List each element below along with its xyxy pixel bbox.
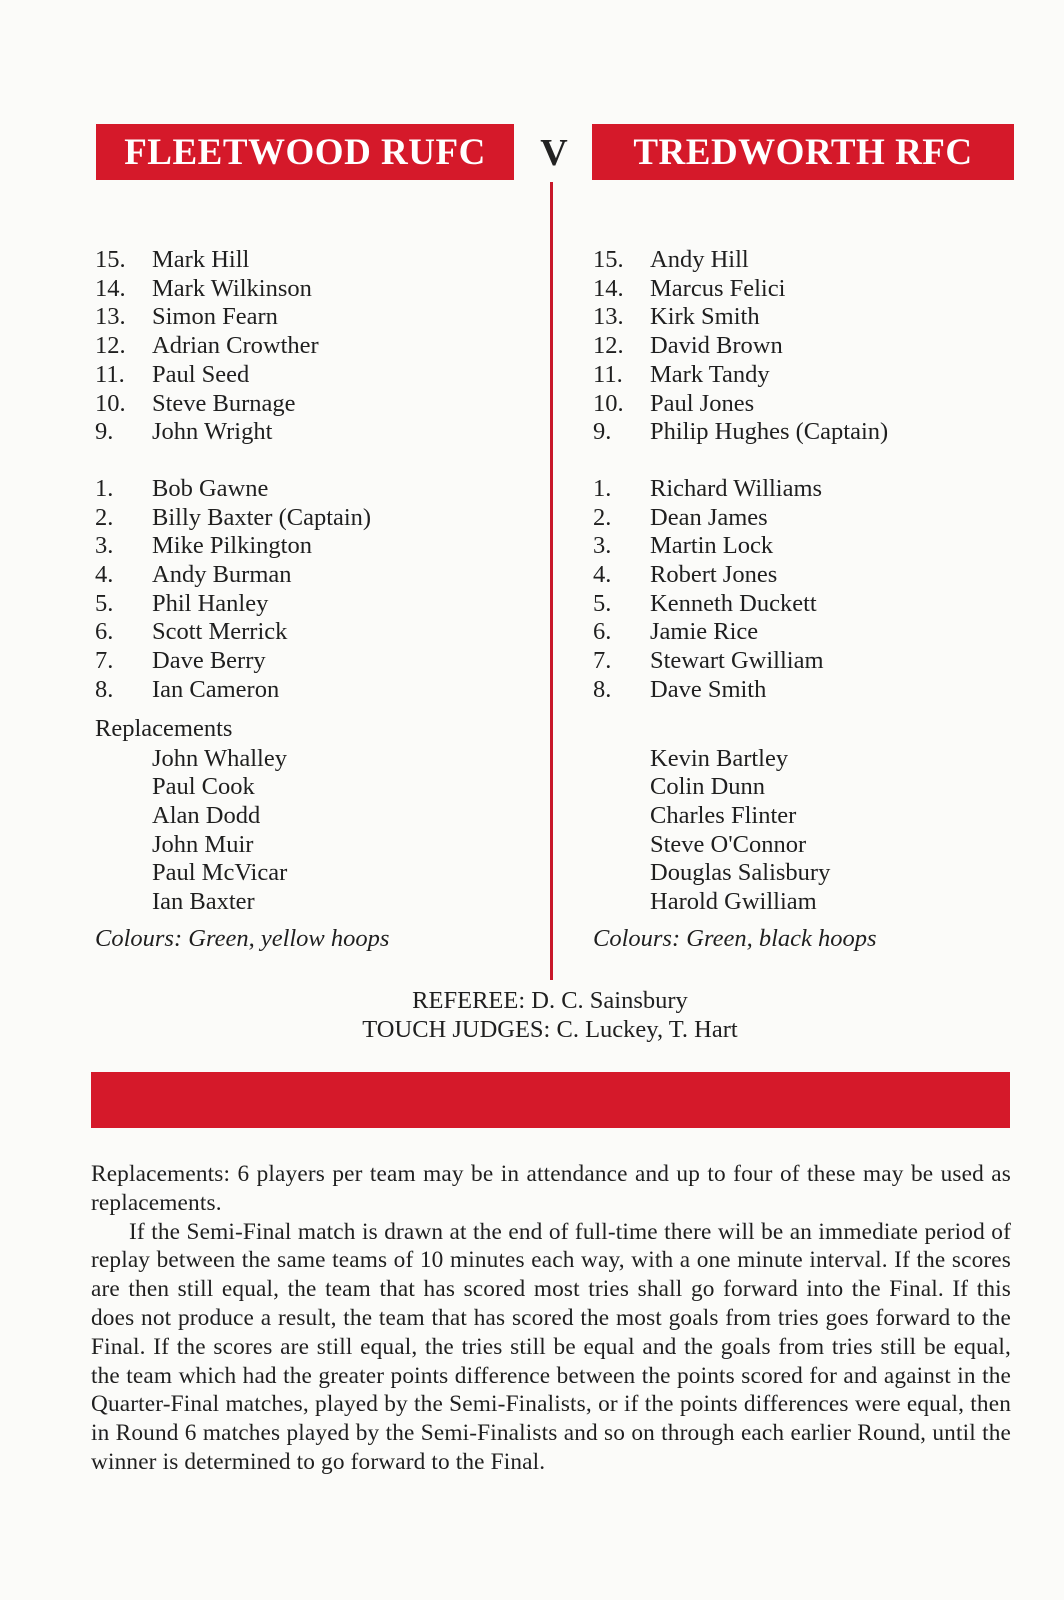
replacements-heading: Replacements: [95, 714, 233, 742]
replacement-player: Colin Dunn: [650, 773, 766, 801]
player-number: 8.: [95, 675, 114, 703]
player-row: [593, 390, 1033, 419]
player-row: [593, 561, 1033, 590]
player-row: [593, 590, 1033, 619]
player-row: [593, 361, 1033, 390]
player-name: Marcus Felici: [650, 274, 786, 302]
player-name: Martin Lock: [650, 532, 774, 560]
player-name: Andy Hill: [650, 246, 749, 273]
team-colours: Colours: Green, yellow hoops: [95, 924, 390, 952]
away-team-lineup: [593, 246, 1033, 953]
player-row: [593, 647, 1033, 676]
player-row: [593, 332, 1033, 361]
player-name: John Wright: [152, 418, 273, 446]
player-number: 12.: [95, 332, 126, 360]
player-number: 3.: [95, 532, 114, 560]
player-name: Ian Cameron: [152, 675, 280, 703]
player-name: Billy Baxter (Captain): [152, 503, 372, 531]
player-row: [95, 618, 525, 647]
player-number: 11.: [593, 360, 623, 388]
player-row: [95, 246, 525, 275]
player-number: 4.: [95, 561, 114, 589]
player-row: [593, 246, 1033, 275]
player-name: Mike Pilkington: [152, 532, 312, 560]
player-number: 11.: [95, 360, 125, 388]
player-number: 1.: [593, 474, 612, 502]
player-name: Dean James: [650, 503, 768, 531]
player-number: 10.: [95, 389, 126, 417]
player-row: [95, 504, 525, 533]
referee: REFEREE: D. C. Sainsbury: [412, 987, 688, 1014]
replacement-player: John Whalley: [152, 744, 287, 772]
replacement-player: Charles Flinter: [650, 801, 797, 829]
player-name: Phil Hanley: [152, 589, 269, 617]
replacement-player: John Muir: [152, 830, 254, 858]
player-name: Richard Williams: [650, 474, 823, 502]
player-name: Steve Burnage: [152, 389, 296, 417]
red-divider-bar: [91, 1072, 1010, 1128]
player-row: [593, 532, 1033, 561]
away-team-banner: [592, 124, 1014, 180]
away-team-name: TREDWORTH RFC: [633, 131, 973, 173]
versus-label: V: [540, 132, 568, 174]
replacement-player: Ian Baxter: [152, 888, 255, 916]
player-number: 9.: [95, 418, 114, 446]
player-row: [95, 475, 525, 504]
player-row: [593, 618, 1033, 647]
player-number: 2.: [593, 503, 612, 531]
player-row: [593, 676, 1033, 705]
player-row: [95, 590, 525, 619]
rules-notes: [91, 1160, 1011, 1477]
team-colours: Colours: Green, black hoops: [593, 924, 877, 952]
player-row: [593, 418, 1033, 447]
player-name: Paul Jones: [650, 389, 755, 417]
player-number: 13.: [95, 303, 126, 331]
player-name: Scott Merrick: [152, 618, 288, 646]
player-name: Kirk Smith: [650, 303, 760, 331]
player-number: 15.: [95, 246, 126, 273]
player-name: Simon Fearn: [152, 303, 278, 331]
player-number: 12.: [593, 332, 624, 360]
player-name: Bob Gawne: [152, 474, 269, 502]
player-number: 14.: [593, 274, 624, 302]
player-name: Kenneth Duckett: [650, 589, 817, 617]
player-number: 1.: [95, 474, 114, 502]
player-row: [95, 332, 525, 361]
player-row: [95, 418, 525, 447]
player-number: 5.: [593, 589, 612, 617]
replacement-player: Kevin Bartley: [650, 744, 789, 772]
player-row: [95, 532, 525, 561]
player-name: Paul Seed: [152, 360, 250, 388]
player-number: 3.: [593, 532, 612, 560]
spacer: [95, 447, 525, 475]
player-name: Stewart Gwilliam: [650, 647, 824, 675]
home-team-banner: [96, 124, 514, 180]
replacement-player: Paul Cook: [152, 773, 255, 801]
player-name: Dave Berry: [152, 647, 266, 675]
center-divider: [550, 182, 553, 980]
replacement-player: Harold Gwilliam: [650, 888, 817, 916]
player-name: Jamie Rice: [650, 618, 759, 646]
touch-judges: TOUCH JUDGES: C. Luckey, T. Hart: [362, 1016, 738, 1043]
replacements-heading: [593, 715, 1033, 745]
player-row: [593, 275, 1033, 304]
semi-final-rule: If the Semi-Final match is drawn at the end of full-time there will be an immediate period of replay between the same teams of 10 minutes each way, with a one minute interval. If the scores are then still equal, the team that has scored most tries shall go forward into the Final. If this does not produce a result, the team that has scored the most goals from tries goes forward to the Final. If the scores are still equal, the tries still be equal and the goals from tries still be equal, the team which had the greater points difference between the points scored for and against in the Quarter-Final matches, played by the Semi-Finalists, or if the points differences were equal, then in Round 6 matches played by the Semi-Finalists and so on through each earlier Round, until the winner is determined to go forward to the Final.: [91, 1218, 1011, 1475]
player-name: Mark Tandy: [650, 360, 770, 388]
player-row: [95, 561, 525, 590]
player-row: [593, 504, 1033, 533]
player-number: 6.: [593, 618, 612, 646]
player-number: 9.: [593, 418, 612, 446]
player-row: [95, 647, 525, 676]
player-number: 10.: [593, 389, 624, 417]
home-team-lineup: [95, 246, 525, 953]
player-name: Andy Burman: [152, 561, 292, 589]
player-number: 14.: [95, 274, 126, 302]
player-number: 13.: [593, 303, 624, 331]
replacements-rule: Replacements: 6 players per team may be in attendance and up to four of these may be used as replacements.: [91, 1161, 1011, 1216]
home-team-name: FLEETWOOD RUFC: [124, 131, 486, 173]
match-officials: [0, 986, 1064, 1044]
player-name: Dave Smith: [650, 675, 767, 703]
spacer: [593, 447, 1033, 475]
player-name: David Brown: [650, 332, 783, 360]
player-name: Robert Jones: [650, 561, 778, 589]
player-row: [95, 676, 525, 705]
replacement-player: Douglas Salisbury: [650, 859, 831, 887]
player-number: 7.: [593, 647, 612, 675]
player-row: [593, 475, 1033, 504]
player-number: 4.: [593, 561, 612, 589]
replacement-player: Steve O'Connor: [650, 830, 807, 858]
replacement-player: Paul McVicar: [152, 859, 288, 887]
player-row: [593, 303, 1033, 332]
replacement-player: Alan Dodd: [152, 801, 261, 829]
player-number: 7.: [95, 647, 114, 675]
player-name: Adrian Crowther: [152, 332, 319, 360]
player-name: Philip Hughes (Captain): [650, 418, 889, 446]
player-number: 15.: [593, 246, 624, 273]
player-number: 6.: [95, 618, 114, 646]
player-number: 2.: [95, 503, 114, 531]
player-row: [95, 275, 525, 304]
player-row: [95, 361, 525, 390]
player-number: 8.: [593, 675, 612, 703]
player-row: [95, 390, 525, 419]
player-row: [95, 303, 525, 332]
player-name: Mark Hill: [152, 246, 250, 273]
player-number: 5.: [95, 589, 114, 617]
player-name: Mark Wilkinson: [152, 274, 312, 302]
